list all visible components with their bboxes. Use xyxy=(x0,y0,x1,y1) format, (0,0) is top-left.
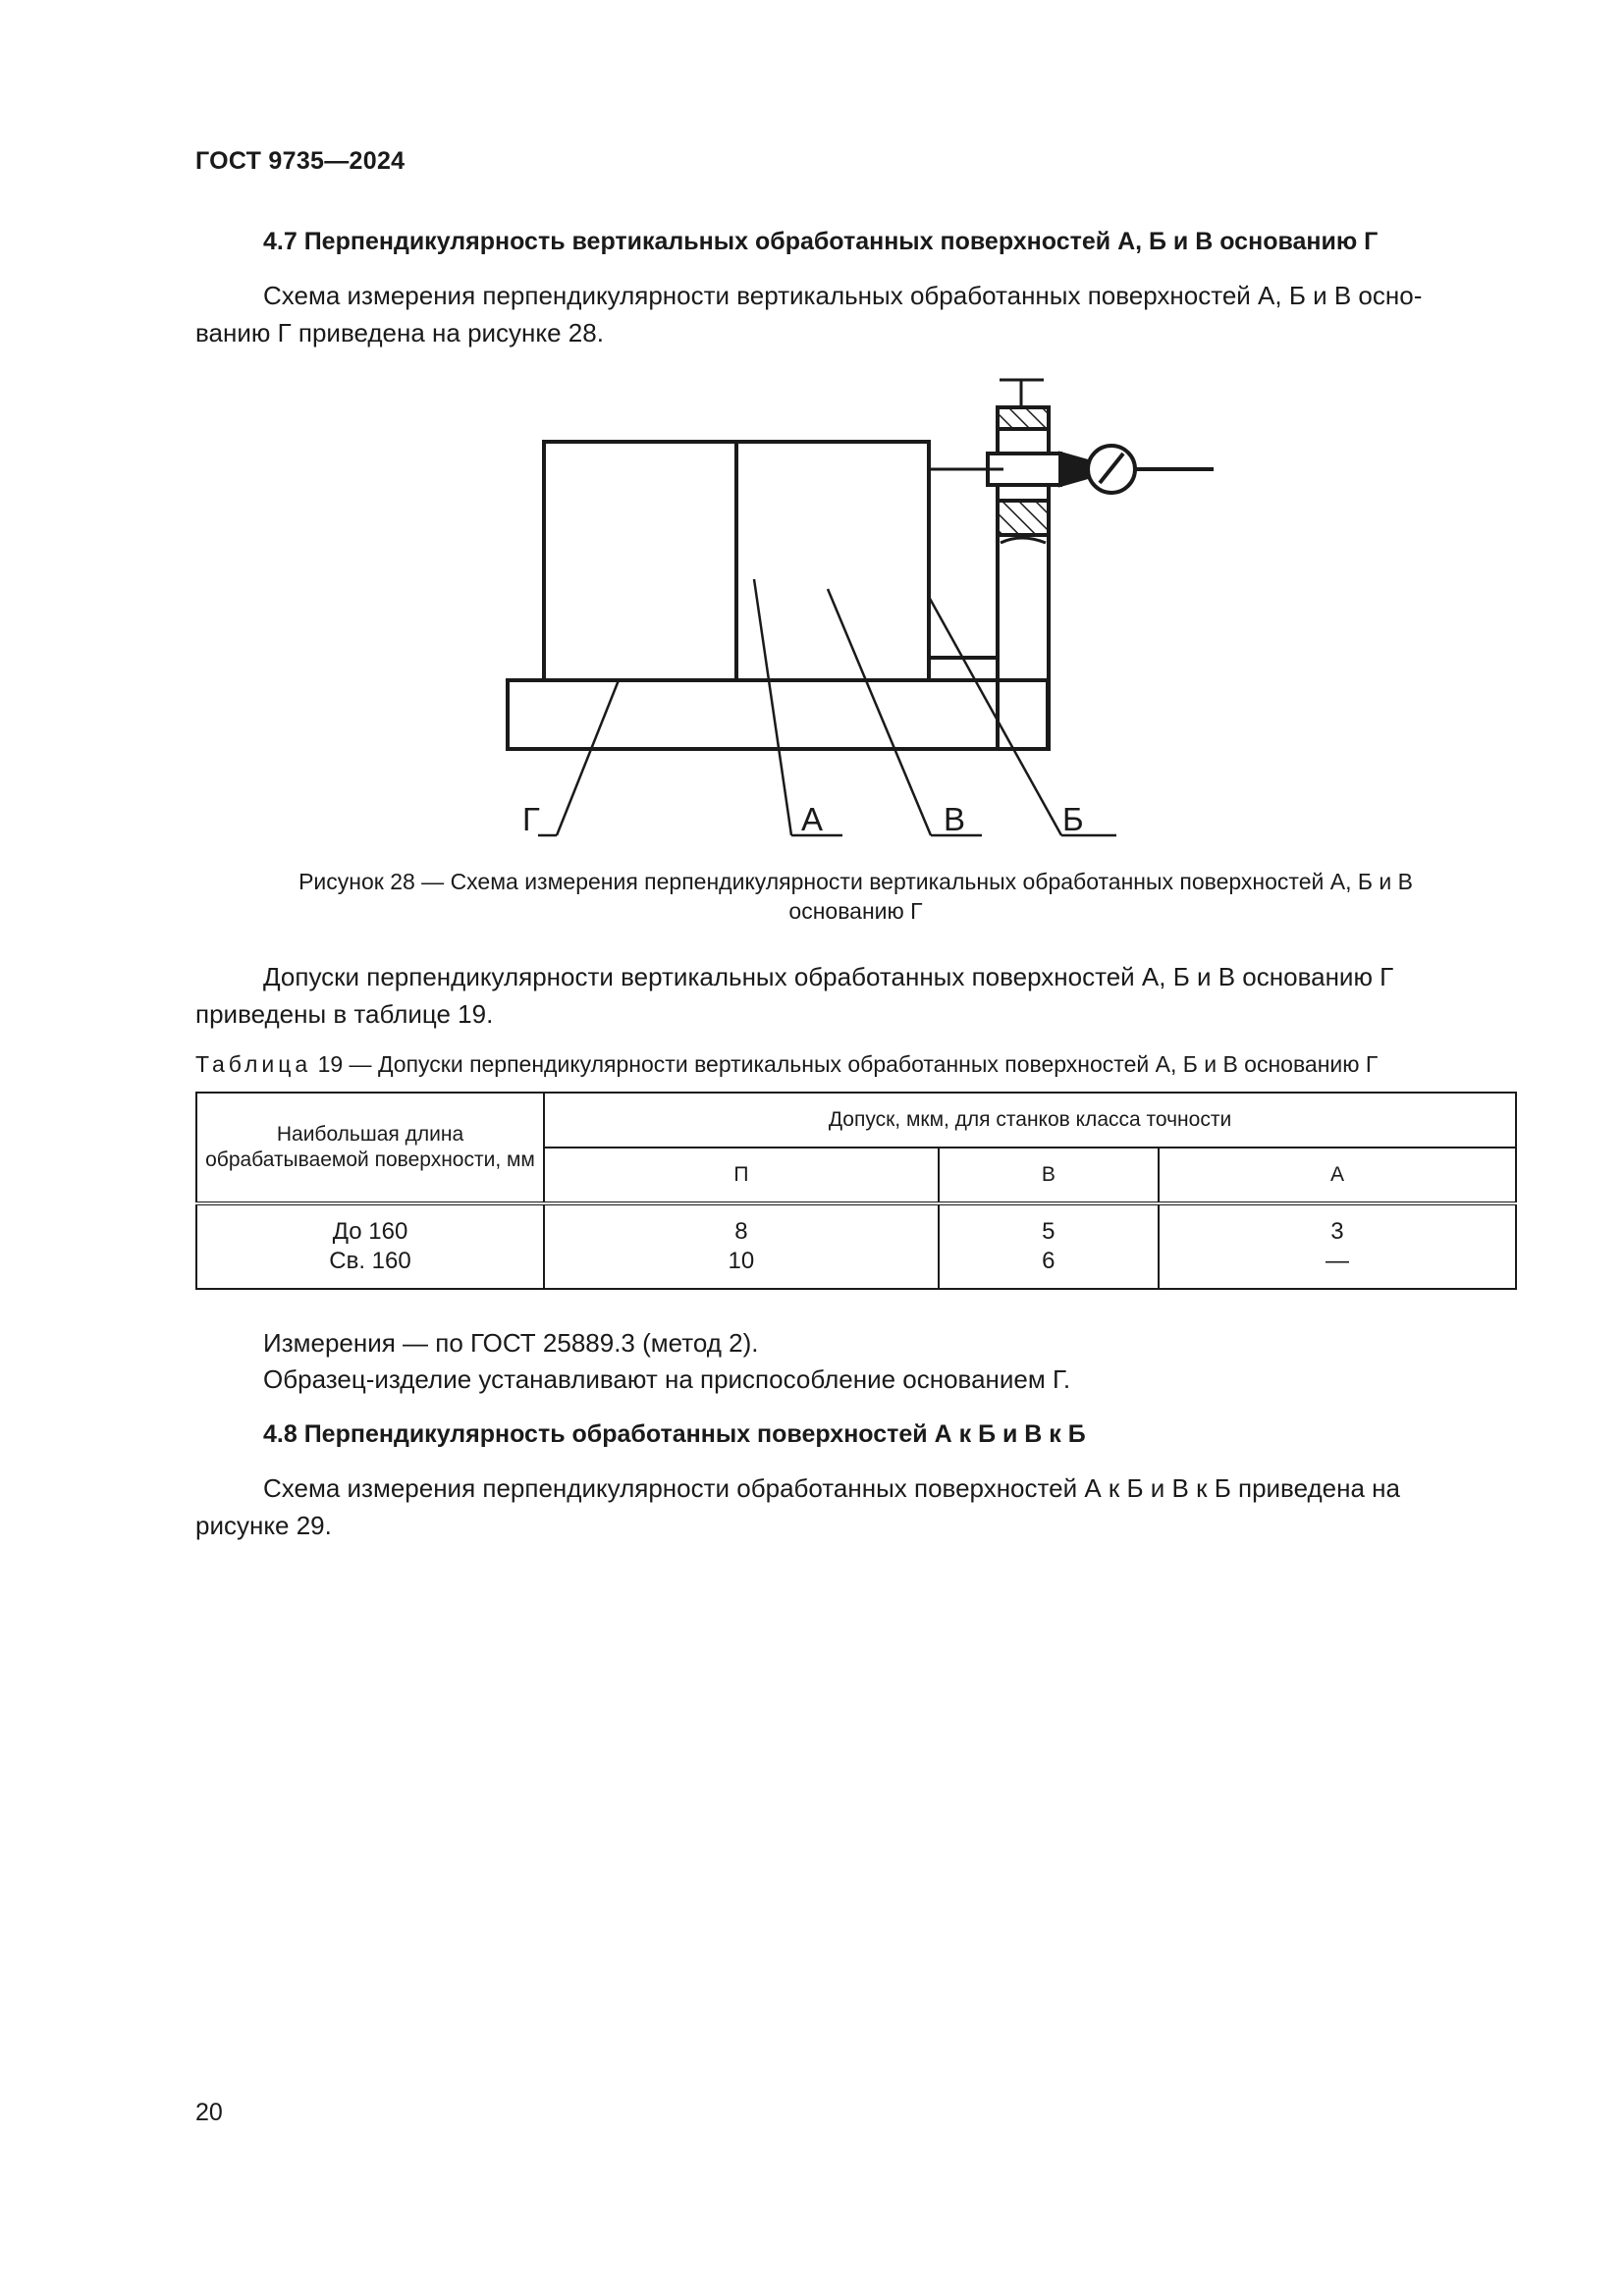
section-4-8-intro xyxy=(195,1469,1516,1544)
section-4-7-intro-line1: Схема измерения перпендикулярности вертикальных обработанных поверхностей А, Б и В осно- xyxy=(263,281,1423,310)
value-p-over-160: 10 xyxy=(728,1248,755,1274)
label-a: А xyxy=(801,801,824,837)
header-class-a: А xyxy=(1159,1148,1516,1203)
section-4-8-intro-line1: Схема измерения перпендикулярности обработанных поверхностей А к Б и В к Б приведена на xyxy=(263,1473,1400,1503)
table-19-caption-word: Таблица xyxy=(195,1051,312,1077)
table-row xyxy=(196,1203,1516,1289)
table-19-caption xyxy=(195,1051,1378,1078)
header-length: Наибольшая длина обрабатываемой поверхности, мм xyxy=(196,1093,544,1203)
note-measurement: Измерения — по ГОСТ 25889.3 (метод 2). xyxy=(263,1328,759,1358)
section-4-8-intro-line2: рисунке 29. xyxy=(195,1511,332,1540)
tolerance-paragraph-line1: Допуски перпендикулярности вертикальных обработанных поверхностей А, Б и В основанию Г xyxy=(263,962,1394,991)
length-over-160: Св. 160 xyxy=(329,1248,411,1274)
label-b: Б xyxy=(1062,801,1084,837)
figure-28-caption-line1: Рисунок 28 — Схема измерения перпендикулярности вертикальных обработанных поверхностей А, Б и В xyxy=(298,869,1413,894)
hatched-lower xyxy=(998,501,1049,535)
document-header: ГОСТ 9735—2024 xyxy=(195,147,406,175)
figure-28-caption-line2: основанию Г xyxy=(788,898,923,924)
value-v-upto-160: 5 xyxy=(1042,1218,1056,1245)
value-a-upto-160: 3 xyxy=(1330,1218,1344,1245)
note-mounting: Образец-изделие устанавливают на приспособление основанием Г. xyxy=(263,1364,1071,1394)
cell-length xyxy=(196,1203,544,1289)
table-19-caption-rest: 19 — Допуски перпендикулярности вертикальных обработанных поверхностей А, Б и В основанию Г xyxy=(311,1051,1379,1077)
leader-a xyxy=(754,579,791,835)
workpiece-right-block xyxy=(736,442,929,680)
value-a-over-160: — xyxy=(1325,1248,1349,1274)
leader-v xyxy=(828,589,931,835)
section-4-7-title: 4.7 Перпендикулярность вертикальных обработанных поверхностей А, Б и В основанию Г xyxy=(263,228,1379,255)
table-19 xyxy=(195,1092,1517,1290)
cell-class-v xyxy=(939,1203,1159,1289)
cell-class-a xyxy=(1159,1203,1516,1289)
value-v-over-160: 6 xyxy=(1042,1248,1056,1274)
label-g: Г xyxy=(522,801,540,837)
leader-g xyxy=(557,680,619,835)
figure-28-caption xyxy=(195,867,1516,926)
header-class-p: П xyxy=(544,1148,939,1203)
workpiece-left-block xyxy=(544,442,736,680)
header-class-v: В xyxy=(939,1148,1159,1203)
header-tolerance-group: Допуск, мкм, для станков класса точности xyxy=(544,1093,1516,1148)
length-upto-160: До 160 xyxy=(332,1218,408,1245)
value-p-upto-160: 8 xyxy=(734,1218,748,1245)
tolerance-paragraph xyxy=(195,958,1516,1033)
leader-b xyxy=(929,597,1061,835)
label-v: В xyxy=(944,801,966,837)
hatched-upper xyxy=(998,407,1049,429)
vertical-column xyxy=(998,535,1049,749)
cell-class-p xyxy=(544,1203,939,1289)
figure-28-diagram xyxy=(0,0,1624,864)
tolerance-paragraph-line2: приведены в таблице 19. xyxy=(195,999,494,1029)
page-number: 20 xyxy=(195,2099,223,2126)
section-4-7-intro-line2: ванию Г приведена на рисунке 28. xyxy=(195,318,604,347)
section-4-8-title: 4.8 Перпендикулярность обработанных поверхностей А к Б и В к Б xyxy=(263,1420,1086,1448)
